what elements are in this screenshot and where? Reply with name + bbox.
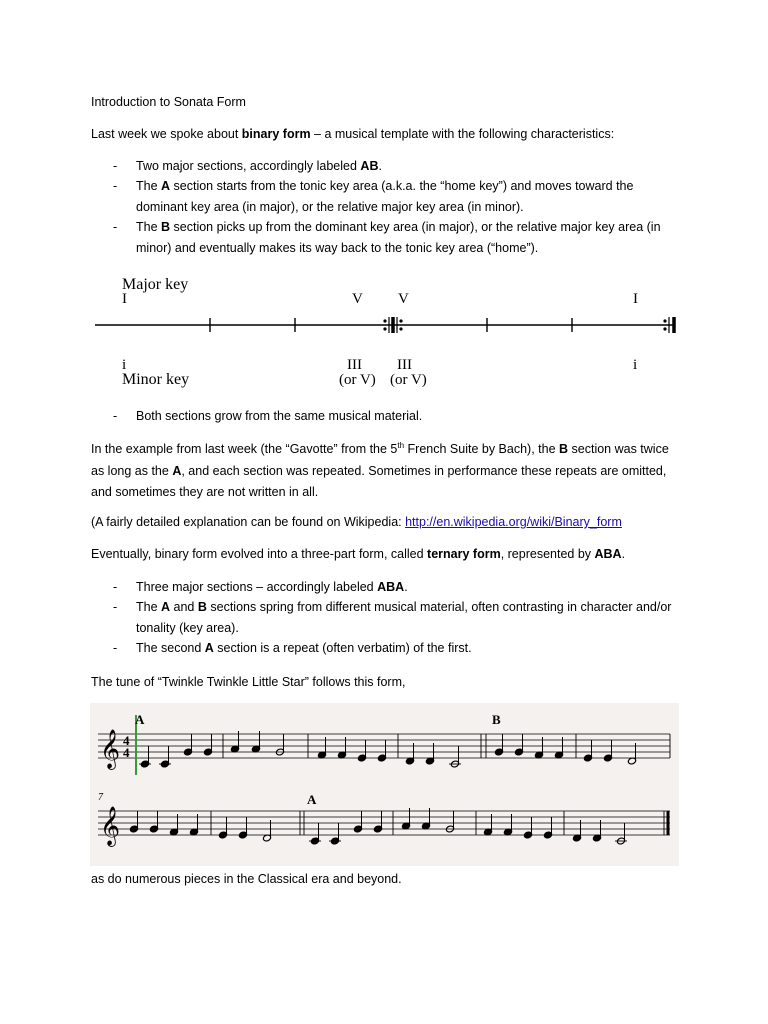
wikipedia-link[interactable]: http://en.wikipedia.org/wiki/Binary_form [405, 515, 622, 529]
bullet-a-section: The A section starts from the tonic key area (a.k.a. the “home key”) and moves toward the dominant key area (in major), or the relative major key area (in minor). [136, 179, 634, 214]
minor-sub-label-1: (or V) [339, 372, 376, 388]
section-label-a1: A [135, 712, 145, 727]
document-title: Introduction to Sonata Form [91, 95, 246, 109]
minor-sub-label-2: (or V) [390, 372, 427, 388]
bullet-mark: - [113, 179, 118, 193]
minor-label-mediant-1: III [347, 357, 362, 373]
bullet-mark: - [113, 159, 118, 173]
treble-clef-icon: 𝄞 [100, 731, 121, 768]
minor-key-title: Minor key [122, 371, 190, 388]
measure-number: 7 [98, 792, 103, 803]
major-label-dominant-1: V [352, 291, 363, 307]
section-label-b: B [492, 712, 501, 727]
major-label-dominant-2: V [398, 291, 409, 307]
bullet-mark: - [113, 600, 118, 614]
bullet-same-material: Both sections grow from the same musical material. [136, 409, 423, 423]
bullet-second-a: The second A section is a repeat (often verbatim) of the first. [136, 641, 472, 655]
bullet-two-sections: Two major sections, accordingly labeled AB. [136, 159, 382, 173]
bullet-mark: - [113, 409, 118, 423]
closing-paragraph: as do numerous pieces in the Classical era and beyond. [91, 872, 402, 886]
timeline [95, 317, 674, 333]
intro-paragraph: Last week we spoke about binary form – a musical template with the following characteristics: [91, 127, 615, 141]
ternary-paragraph: Eventually, binary form evolved into a three-part form, called ternary form, represented by ABA. [91, 547, 626, 561]
bullet-three-sections: Three major sections – accordingly labeled ABA. [136, 580, 408, 594]
time-signature-bottom: 4 [123, 745, 130, 760]
bullet-different-material: The A and B sections spring from different musical material, often contrasting in character and/or tonality (key area). [136, 600, 672, 635]
major-label-tonic-end: I [633, 291, 638, 307]
minor-label-mediant-2: III [397, 357, 412, 373]
major-label-tonic: I [122, 291, 127, 307]
time-signature-top: 4 [123, 733, 130, 748]
binary-form-diagram [90, 268, 690, 398]
score-background [90, 703, 679, 866]
twinkle-paragraph: The tune of “Twinkle Twinkle Little Star” follows this form, [91, 675, 406, 689]
minor-label-tonic: i [122, 357, 127, 373]
wikipedia-paragraph: (A fairly detailed explanation can be found on Wikipedia: http://en.wikipedia.org/wiki/Binary_form [91, 515, 622, 529]
bullet-mark: - [113, 220, 118, 234]
twinkle-score [90, 703, 679, 866]
bullet-mark: - [113, 641, 118, 655]
major-key-title: Major key [122, 276, 189, 293]
gavotte-paragraph: In the example from last week (the “Gavotte” from the 5th French Suite by Bach), the B section was twice as long as the A, and each section was repeated. Sometimes in performance these repeats are omitted, and sometimes they are not written in all. [91, 440, 669, 499]
minor-label-tonic-end: i [633, 357, 638, 373]
bullet-b-section: The B section picks up from the dominant key area (in major), or the relative major key area (in minor) and eventually makes its way back to the tonic key area (“home”). [136, 220, 661, 255]
treble-clef-icon: 𝄞 [100, 808, 121, 845]
bullet-mark: - [113, 580, 118, 594]
section-label-a2: A [307, 792, 317, 807]
